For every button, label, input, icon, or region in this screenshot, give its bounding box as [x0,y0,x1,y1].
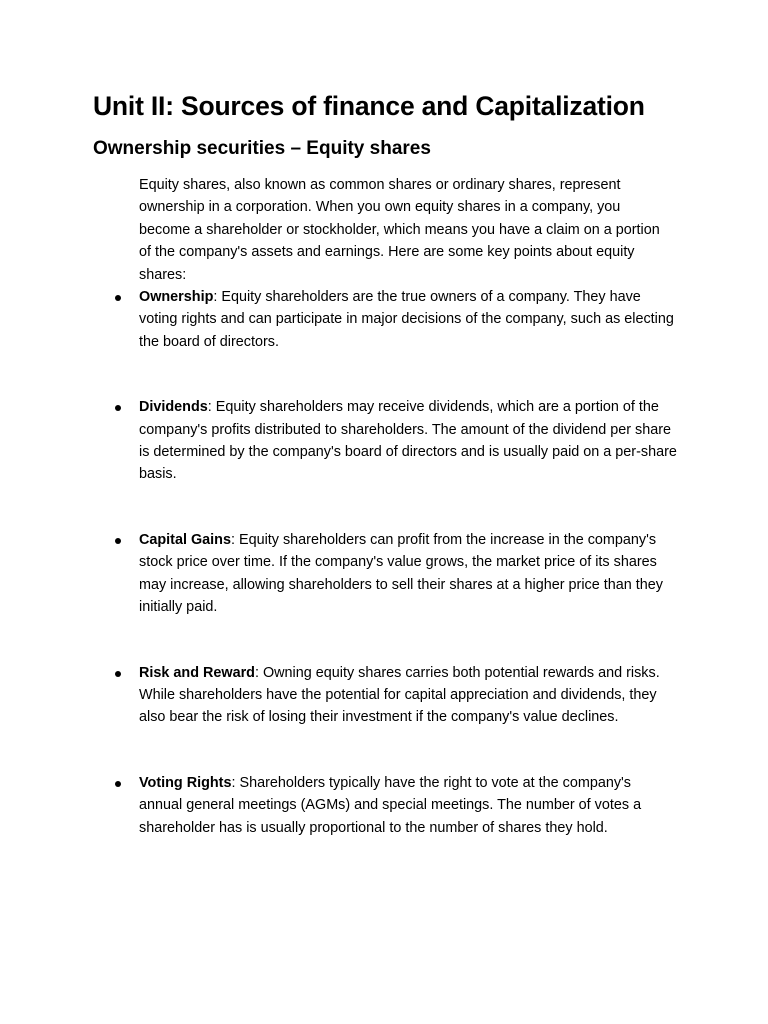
point-text: : Equity shareholders are the true owners of a company. They have voting rights and can participate in major decisions of the company, such as electing the board of directors. [139,289,674,350]
point-term: Ownership [139,289,214,306]
point-text: : Equity shareholders may receive dividends, which are a portion of the company's profits distributed to shareholders. The amount of the dividend per share is determined by the company's board of directors and is usually paid on a per-share basis. [139,399,677,483]
point-text: : Shareholders typically have the right to vote at the company's annual general meetings (AGMs) and special meetings. The number of votes a shareholder has is usually proportional to the number of shares they hold. [139,774,642,836]
point-term: Dividends [139,399,208,416]
list-item-capital-gains [139,529,677,619]
bullet-icon [115,405,121,411]
point-text: : Owning equity shares carries both potential rewards and risks. While shareholders have the potential for capital appreciation and dividends, they also bear the risk of losing their investment if the company's value declines. [139,664,660,726]
point-term: Capital Gains [139,531,231,548]
point-term: Voting Rights [139,774,232,791]
page-title: Unit II: Sources of finance and Capitalization [93,91,645,121]
list-item-risk-and-reward [139,662,677,729]
list-item-dividends [139,396,677,486]
bullet-icon [115,781,121,787]
point-term: Risk and Reward [139,664,255,681]
bullet-icon [115,538,121,544]
list-item-ownership [139,286,677,353]
key-points-list [93,286,728,839]
bullet-icon [115,671,121,677]
list-item-voting-rights [139,772,677,839]
intro-paragraph: Equity shares, also known as common shares or ordinary shares, represent ownership in a corporation. When you own equity shares in a company, you become a shareholder or stockholder, which means you have a claim on a portion of the company's assets and earnings. Here are some key points about equity shares: [139,177,660,283]
bullet-icon [115,295,121,301]
point-text: : Equity shareholders can profit from the increase in the company's stock price over time. If the company's value grows, the market price of its shares may increase, allowing shareholders to sell their shares at a higher price than they initially paid. [139,531,663,616]
section-heading: Ownership securities – Equity shares [93,138,431,159]
